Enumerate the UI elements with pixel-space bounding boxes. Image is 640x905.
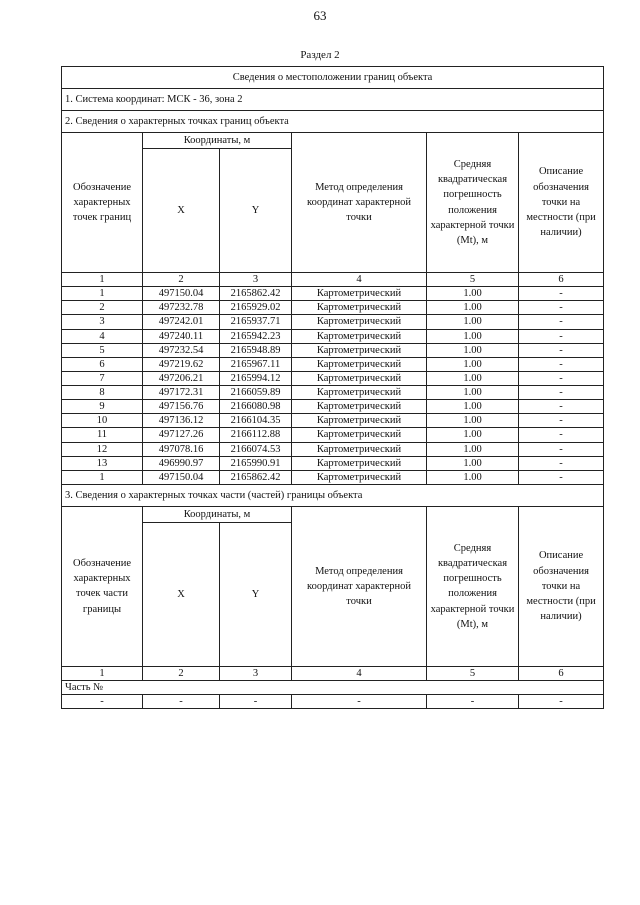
column-number: 2	[143, 666, 220, 680]
cell-y: 2165862.42	[220, 287, 292, 301]
column-number: 1	[62, 273, 143, 287]
header-coordinates: Координаты, м	[143, 133, 292, 149]
table-row-empty	[62, 695, 604, 709]
section2-title: 2. Сведения о характерных точках границ объекта	[62, 111, 604, 133]
cell-empty: -	[62, 695, 143, 709]
cell-x: 497127.26	[143, 428, 220, 442]
cell-method: Картометрический	[292, 287, 427, 301]
cell-point: 3	[62, 315, 143, 329]
header-designation: Обозначение характерных точек границ	[62, 133, 143, 273]
cell-x: 497240.11	[143, 329, 220, 343]
cell-y: 2166112.88	[220, 428, 292, 442]
header-error: Средняя квадратическая погрешность положения характерной точки (Mt), м	[427, 133, 519, 273]
cell-empty: -	[220, 695, 292, 709]
header-coordinates-part: Координаты, м	[143, 506, 292, 522]
cell-y: 2166080.98	[220, 400, 292, 414]
header-y: Y	[220, 149, 292, 273]
cell-x: 497232.54	[143, 343, 220, 357]
cell-point: 11	[62, 428, 143, 442]
cell-description: -	[519, 343, 604, 357]
cell-point: 1	[62, 287, 143, 301]
cell-error: 1.00	[427, 442, 519, 456]
column-number: 4	[292, 666, 427, 680]
table-row	[62, 428, 604, 442]
cell-x: 497150.04	[143, 287, 220, 301]
header-description-part: Описание обозначения точки на местности (при наличии)	[519, 506, 604, 666]
cell-point: 5	[62, 343, 143, 357]
cell-point: 4	[62, 329, 143, 343]
cell-method: Картометрический	[292, 329, 427, 343]
cell-x: 497206.21	[143, 371, 220, 385]
cell-point: 13	[62, 456, 143, 470]
cell-error: 1.00	[427, 428, 519, 442]
cell-error: 1.00	[427, 386, 519, 400]
cell-description: -	[519, 400, 604, 414]
table-row	[62, 442, 604, 456]
cell-error: 1.00	[427, 343, 519, 357]
column-number: 5	[427, 273, 519, 287]
cell-method: Картометрический	[292, 400, 427, 414]
cell-error: 1.00	[427, 357, 519, 371]
cell-error: 1.00	[427, 371, 519, 385]
table-row	[62, 470, 604, 484]
cell-description: -	[519, 357, 604, 371]
cell-description: -	[519, 315, 604, 329]
cell-description: -	[519, 287, 604, 301]
table-row	[62, 371, 604, 385]
table-row	[62, 301, 604, 315]
table-row	[62, 386, 604, 400]
cell-description: -	[519, 470, 604, 484]
cell-y: 2165994.12	[220, 371, 292, 385]
cell-description: -	[519, 386, 604, 400]
column-number-row-part	[62, 666, 604, 680]
cell-point: 8	[62, 386, 143, 400]
cell-x: 497242.01	[143, 315, 220, 329]
table-title: Сведения о местоположении границ объекта	[62, 67, 604, 89]
cell-description: -	[519, 428, 604, 442]
table-row	[62, 414, 604, 428]
column-number: 3	[220, 666, 292, 680]
cell-empty: -	[143, 695, 220, 709]
cell-empty: -	[427, 695, 519, 709]
cell-description: -	[519, 414, 604, 428]
page-number: 63	[313, 8, 327, 23]
coordinate-system: 1. Система координат: МСК - 36, зона 2	[62, 89, 604, 111]
header-x-part: X	[143, 522, 220, 666]
cell-description: -	[519, 301, 604, 315]
header-designation-part: Обозначение характерных точек части границы	[62, 506, 143, 666]
cell-description: -	[519, 442, 604, 456]
cell-method: Картометрический	[292, 470, 427, 484]
part-label: Часть №	[62, 681, 604, 695]
cell-method: Картометрический	[292, 315, 427, 329]
column-number: 6	[519, 273, 604, 287]
cell-y: 2165948.89	[220, 343, 292, 357]
cell-method: Картометрический	[292, 456, 427, 470]
boundary-table	[61, 66, 604, 709]
column-number: 1	[62, 666, 143, 680]
header-x: X	[143, 149, 220, 273]
section-label: Раздел 2	[300, 49, 340, 61]
table-row	[62, 400, 604, 414]
cell-point: 10	[62, 414, 143, 428]
cell-error: 1.00	[427, 315, 519, 329]
header-method: Метод определения координат характерной точки	[292, 133, 427, 273]
cell-description: -	[519, 371, 604, 385]
cell-method: Картометрический	[292, 343, 427, 357]
cell-x: 496990.97	[143, 456, 220, 470]
cell-error: 1.00	[427, 329, 519, 343]
cell-y: 2165929.02	[220, 301, 292, 315]
cell-empty: -	[292, 695, 427, 709]
cell-y: 2165937.71	[220, 315, 292, 329]
cell-method: Картометрический	[292, 371, 427, 385]
cell-error: 1.00	[427, 400, 519, 414]
table-row	[62, 456, 604, 470]
cell-x: 497136.12	[143, 414, 220, 428]
cell-y: 2165990.91	[220, 456, 292, 470]
cell-point: 9	[62, 400, 143, 414]
table-row	[62, 315, 604, 329]
cell-method: Картометрический	[292, 386, 427, 400]
cell-x: 497172.31	[143, 386, 220, 400]
cell-method: Картометрический	[292, 301, 427, 315]
cell-error: 1.00	[427, 414, 519, 428]
cell-error: 1.00	[427, 470, 519, 484]
table-row	[62, 329, 604, 343]
cell-method: Картометрический	[292, 428, 427, 442]
cell-description: -	[519, 456, 604, 470]
cell-point: 2	[62, 301, 143, 315]
table-row	[62, 343, 604, 357]
cell-x: 497150.04	[143, 470, 220, 484]
cell-point: 1	[62, 470, 143, 484]
cell-x: 497156.76	[143, 400, 220, 414]
column-number: 6	[519, 666, 604, 680]
cell-method: Картометрический	[292, 442, 427, 456]
cell-point: 6	[62, 357, 143, 371]
cell-y: 2165942.23	[220, 329, 292, 343]
table-row	[62, 287, 604, 301]
cell-y: 2166104.35	[220, 414, 292, 428]
column-number: 5	[427, 666, 519, 680]
section3-title: 3. Сведения о характерных точках части (частей) границы объекта	[62, 484, 604, 506]
cell-error: 1.00	[427, 301, 519, 315]
cell-x: 497078.16	[143, 442, 220, 456]
header-y-part: Y	[220, 522, 292, 666]
cell-x: 497219.62	[143, 357, 220, 371]
cell-error: 1.00	[427, 456, 519, 470]
cell-description: -	[519, 329, 604, 343]
cell-point: 12	[62, 442, 143, 456]
cell-y: 2165967.11	[220, 357, 292, 371]
cell-y: 2166074.53	[220, 442, 292, 456]
header-description: Описание обозначения точки на местности (при наличии)	[519, 133, 604, 273]
column-number: 2	[143, 273, 220, 287]
header-error-part: Средняя квадратическая погрешность положения характерной точки (Mt), м	[427, 506, 519, 666]
cell-x: 497232.78	[143, 301, 220, 315]
cell-point: 7	[62, 371, 143, 385]
column-number: 4	[292, 273, 427, 287]
cell-empty: -	[519, 695, 604, 709]
header-method-part: Метод определения координат характерной точки	[292, 506, 427, 666]
column-number-row	[62, 273, 604, 287]
cell-method: Картометрический	[292, 414, 427, 428]
cell-method: Картометрический	[292, 357, 427, 371]
cell-y: 2166059.89	[220, 386, 292, 400]
table-row	[62, 357, 604, 371]
cell-y: 2165862.42	[220, 470, 292, 484]
column-number: 3	[220, 273, 292, 287]
cell-error: 1.00	[427, 287, 519, 301]
